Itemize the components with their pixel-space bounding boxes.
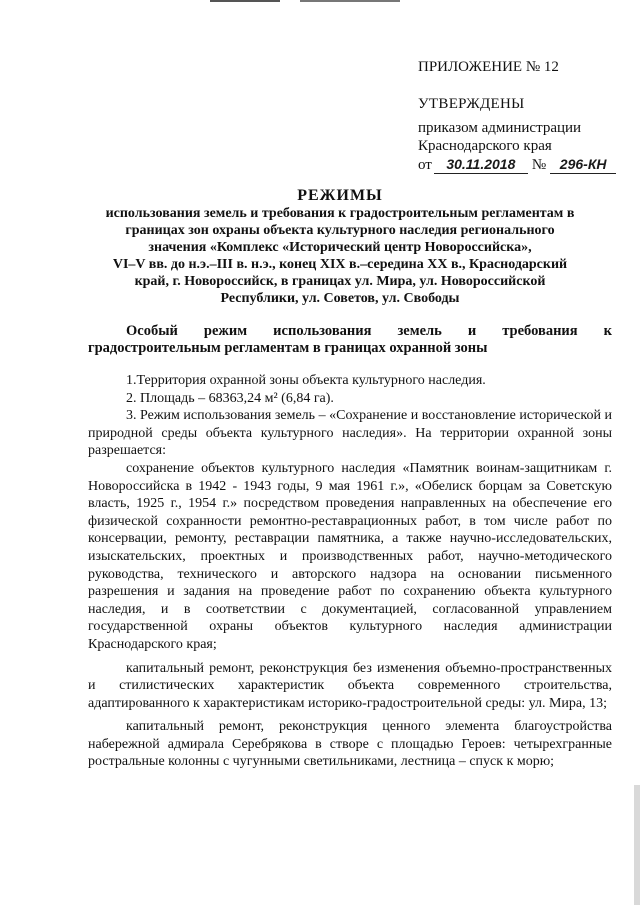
number-prefix: № (531, 157, 547, 173)
scan-edge-mark (210, 0, 280, 6)
date-prefix: от (418, 157, 432, 173)
approval-block (418, 95, 616, 174)
paragraph: сохранение объектов культурного наследия «Памятник воинам-защитникам г. Новороссийска в 1942 - 1943 годы, 9 мая 1961 г.», «Обелиск борцам за Советскую власть, 1925 г., 1954 г.» посредством проведения направленных на обеспечение его физической сохранности ремонтно-реставрационных работ, в том числе работ по консервации, ремонту, реставрации памятника, а также научно-исследовательских, изыскательских, проектных и производственных работ, научно-методического руководства, технического и авторского надзора на основании письменного разрешения и задания на проведение работ по сохранению объекта культурного наследия, и в соответствии с документацией, согласованной управлением государственной охраны объектов культурного наследия администрации Краснодарского края; (88, 460, 612, 652)
document-body (88, 372, 612, 771)
approved-line: приказом администрации (418, 120, 582, 136)
subtitle-line: VI–V вв. до н.э.–III в. н.э., конец XIX в.–середина XX в., Краснодарский (112, 257, 568, 272)
paragraph: капитальный ремонт, реконструкция без изменения объемно-пространственных и стилистических характеристик объекта современного строительства, адаптированного к характеристикам историко-градостроительной среды: ул. Мира, 13; (88, 660, 612, 711)
document-title: РЕЖИМЫ (297, 187, 383, 204)
subtitle-line: границах зон охраны объекта культурного наследия регионального (125, 223, 555, 238)
scan-shadow (634, 785, 640, 905)
approval-date-line (418, 155, 616, 174)
section-heading-text: Особый режим использования земель и требования к градостроительным регламентам в границах охранной зоны (88, 323, 612, 356)
approved-line: Краснодарского края (418, 138, 552, 154)
subtitle-line: использования земель и требования к градостроительным регламентам в (105, 206, 575, 221)
scan-edge-mark (300, 0, 400, 6)
handwritten-date: 30.11.2018 (434, 155, 528, 174)
subtitle-line: значения «Комплекс «Исторический центр Новороссийска», (148, 240, 532, 255)
approved-label: УТВЕРЖДЕНЫ (418, 96, 525, 112)
paragraph: 2. Площадь – 68363,24 м² (6,84 га). (126, 390, 334, 406)
paragraph: 3. Режим использования земель – «Сохранение и восстановление исторической и природной среды объекта культурного наследия». На территории охранной зоны разрешается: (88, 408, 612, 459)
section-heading (88, 323, 612, 357)
paragraph: 1.Территория охранной зоны объекта культурного наследия. (126, 373, 486, 388)
handwritten-number: 296-КН (550, 155, 616, 174)
appendix-label: ПРИЛОЖЕНИЕ № 12 (418, 59, 559, 75)
paragraph: капитальный ремонт, реконструкция ценного элемента благоустройства набережной адмирала Серебрякова в створе с площадью Героев: четырехгранные ростральные колонны с чугунными светильниками, лестница – спуск к морю; (88, 719, 612, 770)
document-subtitle (80, 205, 600, 307)
subtitle-line: край, г. Новороссийск, в границах ул. Мира, ул. Новороссийской (134, 274, 546, 289)
subtitle-line: Республики, ул. Советов, ул. Свободы (220, 291, 460, 306)
